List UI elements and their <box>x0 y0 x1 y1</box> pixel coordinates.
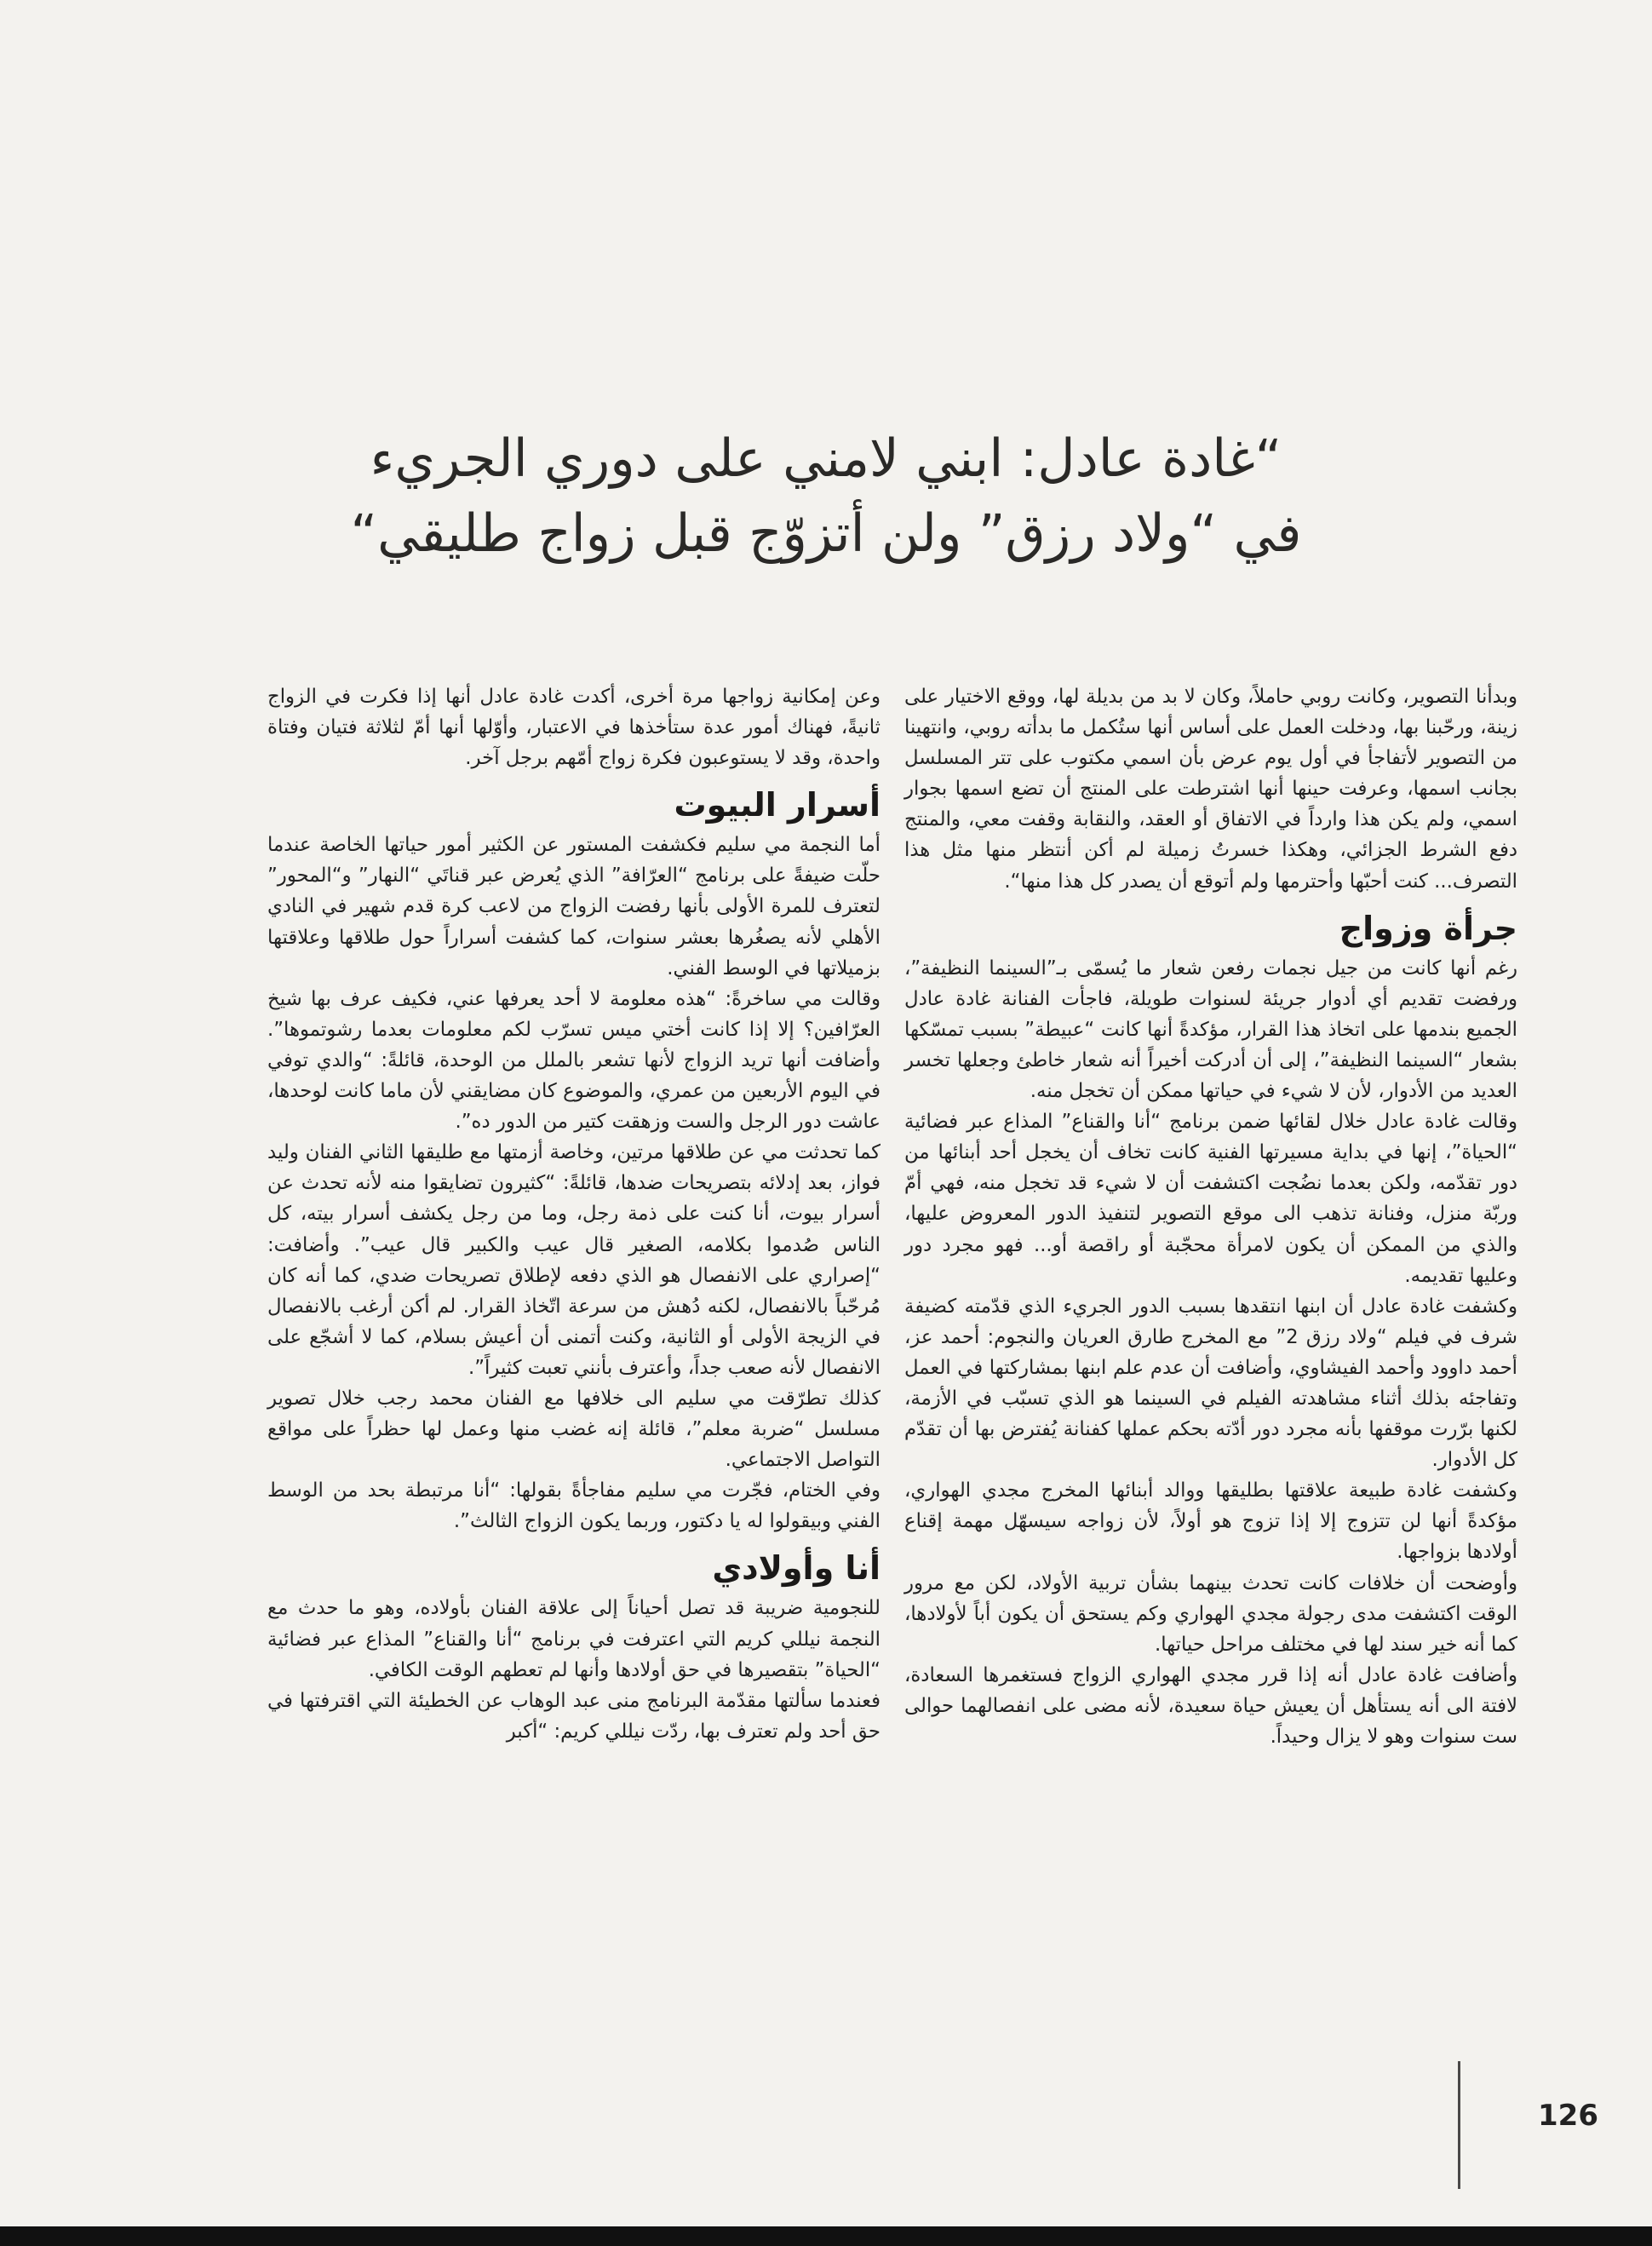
page-number-rule <box>1458 2061 1460 2189</box>
section-heading: أسرار البيوت <box>674 786 880 824</box>
article-column-right <box>904 681 1517 1752</box>
paragraph: رغم أنها كانت من جيل نجمات رفعن شعار ما يُسمّى بـ”السينما النظيفة”، ورفضت تقديم أي أدوار جريئة لسنوات طويلة، فاجأت الفنانة غادة عادل الجميع بندمها على اتخاذ هذا القرار، مؤكدةً أنها كانت “عبيطة” بسبب تمسّكها بشعار “السينما النظيفة”، إلى أن أدركت أخيراً أنه شعار خاطئ وجعلها تخسر العديد من الأدوار، لأن لا شيء في حياتها ممكن أن تخجل منه. <box>904 956 1517 1103</box>
section-heading: جرأة وزواج <box>1339 909 1517 947</box>
paragraph: وقالت مي ساخرةً: “هذه معلومة لا أحد يعرفها عني، فكيف عرف بها شيخ العرّافين؟ إلا إذا كانت أختي ميس تسرّب لكم معلومات بعدما رشوتموها”. وأضافت أنها تريد الزواج لأنها تشعر بالملل من الوحدة، قائلةً: “والدي توفي في اليوم الأربعين من عمري، والموضوع كان مضايقني لأن ماما كانت لوحدها، عاشت دور الرجل والست وزهقت كتير من الدور ده”. <box>267 987 880 1134</box>
paragraph: كذلك تطرّقت مي سليم الى خلافها مع الفنان محمد رجب خلال تصوير مسلسل “ضربة معلم”، قائلة إنه غضب منها وعمل لها حظراً على مواقع التواصل الاجتماعي. <box>267 1387 880 1472</box>
paragraph: وكشفت غادة عادل أن ابنها انتقدها بسبب الدور الجريء الذي قدّمته كضيفة شرف في فيلم “ولاد رزق 2” مع المخرج طارق العريان والنجوم: أحمد عز، أحمد داوود وأحمد الفيشاوي، وأضافت أن عدم علم ابنها بمشاركتها في العمل وتفاجئه بذلك أثناء مشاهدته الفيلم في السينما هو الذي تسبّب في الأزمة، لكنها برّرت موقفها بأنه مجرد دور أدّته بحكم عملها كفنانة يُفترض بها أن تقدّم كل الأدوار. <box>904 1295 1517 1472</box>
headline-line-2: في “ولاد رزق” ولن أتزوّج قبل زواج طليقي“ <box>350 503 1302 564</box>
scan-edge-bar <box>0 2226 1652 2246</box>
paragraph: كما تحدثت مي عن طلاقها مرتين، وخاصة أزمتها مع طليقها الثاني الفنان وليد فواز، بعد إدلائه بتصريحات ضدها، قائلةً: “كثيرون تضايقوا منه لأنه تحدث عن أسرار بيوت، أنا كنت على ذمة رجل، وما من رجل يكشف أسرار بيته، كل الناس صُدموا بكلامه، الصغير قال عيب والكبير قال عيب”. وأضافت: “إصراري على الانفصال هو الذي دفعه لإطلاق تصريحات ضدي، كما أنه كان مُرحّباً بالانفصال، لكنه دُهش من سرعة اتّخاذ القرار. لم أكن أرغب بالانفصال في الزيجة الأولى أو الثانية، وكنت أتمنى أن أعيش بسلام، كما لا أشجّع على الانفصال لأنه صعب جداً، وأعترف بأنني تعبت كثيراً”. <box>267 1141 880 1379</box>
section-heading: أنا وأولادي <box>712 1549 880 1588</box>
paragraph: وبدأنا التصوير، وكانت روبي حاملاً، وكان لا بد من بديلة لها، ووقع الاختيار على زينة، ورحّبنا بها، ودخلت العمل على أساس أنها ستُكمل ما بدأته روبي، وانتهينا من التصوير لأتفاجأ في أول يوم عرض بأن اسمي مكتوب على تتر المسلسل بجانب اسمها، وعرفت حينها أنها اشترطت على المنتج أن تضع اسمها بجوار اسمي، ولم يكن هذا وارداً في الاتفاق أو العقد، والنقابة وقفت معي، والمنتج دفع الشرط الجزائي، وهكذا خسرتُ زميلة لم أكن أنتظر منها مثل هذا التصرف... كنت أحبّها وأحترمها ولم أتوقع أن يصدر كل هذا منها“. <box>904 686 1517 893</box>
paragraph: وكشفت غادة طبيعة علاقتها بطليقها ووالد أبنائها المخرج مجدي الهواري، مؤكدةً أنها لن تتزوج إلا إذا تزوج هو أولاً، لأن زواجه سيسهّل مهمة إقناع أولادها بزواجها. <box>904 1479 1517 1564</box>
paragraph: للنجومية ضريبة قد تصل أحياناً إلى علاقة الفنان بأولاده، وهو ما حدث مع النجمة نيللي كريم التي اعترفت في برنامج “أنا والقناع” المذاع عبر فضائية “الحياة” بتقصيرها في حق أولادها وأنها لم تعطهم الوقت الكافي. <box>267 1597 880 1681</box>
paragraph: وأوضحت أن خلافات كانت تحدث بينهما بشأن تربية الأولاد، لكن مع مرور الوقت اكتشفت مدى رجولة مجدي الهواري وكم يستحق أن يكون أباً لأولادها، كما أنه خير سند لها في مختلف مراحل حياتها. <box>904 1571 1517 1656</box>
paragraph: وعن إمكانية زواجها مرة أخرى، أكدت غادة عادل أنها إذا فكرت في الزواج ثانيةً، فهناك أمور عدة ستأخذها في الاعتبار، وأوّلها أنها أمّ لثلاثة فتيان وفتاة واحدة، وقد لا يستوعبون فكرة زواج أمّهم برجل آخر. <box>267 686 880 770</box>
paragraph: أما النجمة مي سليم فكشفت المستور عن الكثير أمور حياتها الخاصة عندما حلّت ضيفةً على برنامج “العرّافة” الذي يُعرض عبر قناتَي “النهار” و“المحور” لتعترف للمرة الأولى بأنها رفضت الزواج من لاعب كرة قدم شهير في النادي الأهلي لأنه يصغُرها بعشر سنوات، كما كشفت أسراراً حول طلاقها وعلاقتها بزميلاتها في الوسط الفني. <box>267 834 880 979</box>
paragraph: وقالت غادة عادل خلال لقائها ضمن برنامج “أنا والقناع” المذاع عبر فضائية “الحياة”، إنها في بداية مسيرتها الفنية كانت تخاف أن يخجل أحد أبنائها من دور تقدّمه، ولكن بعدما نضُجت اكتشفت أن لا شيء قد تخجل منه، فهي أمّ وربّة منزل، وفنانة تذهب الى موقع التصوير لتنفيذ الدور المعروض عليها، والذي من الممكن أن يكون لامرأة محجّبة أو راقصة أو... فهو مجرد دور وعليها تقديمه. <box>904 1111 1517 1287</box>
page-number: 126 <box>1538 2099 1598 2133</box>
headline-line-1: “غادة عادل: ابني لامني على دوري الجريء <box>370 428 1282 489</box>
article-column-left <box>267 681 880 1747</box>
paragraph: وفي الختام، فجّرت مي سليم مفاجأةً بقولها: “أنا مرتبطة بحد من الوسط الفني وبيقولوا له يا دكتور، وربما يكون الزواج الثالث”. <box>267 1479 880 1533</box>
paragraph: وأضافت غادة عادل أنه إذا قرر مجدي الهواري الزواج فستغمرها السعادة، لافتة الى أنه يستأهل أن يعيش حياة سعيدة، لأنه مضى على انفصالهما حوالى ست سنوات وهو لا يزال وحيداً. <box>904 1663 1517 1748</box>
article-headline <box>255 422 1397 572</box>
paragraph: فعندما سألتها مقدّمة البرنامج منى عبد الوهاب عن الخطيئة التي اقترفتها في حق أحد ولم تعترف بها، ردّت نيللي كريم: “أكبر <box>267 1689 880 1743</box>
